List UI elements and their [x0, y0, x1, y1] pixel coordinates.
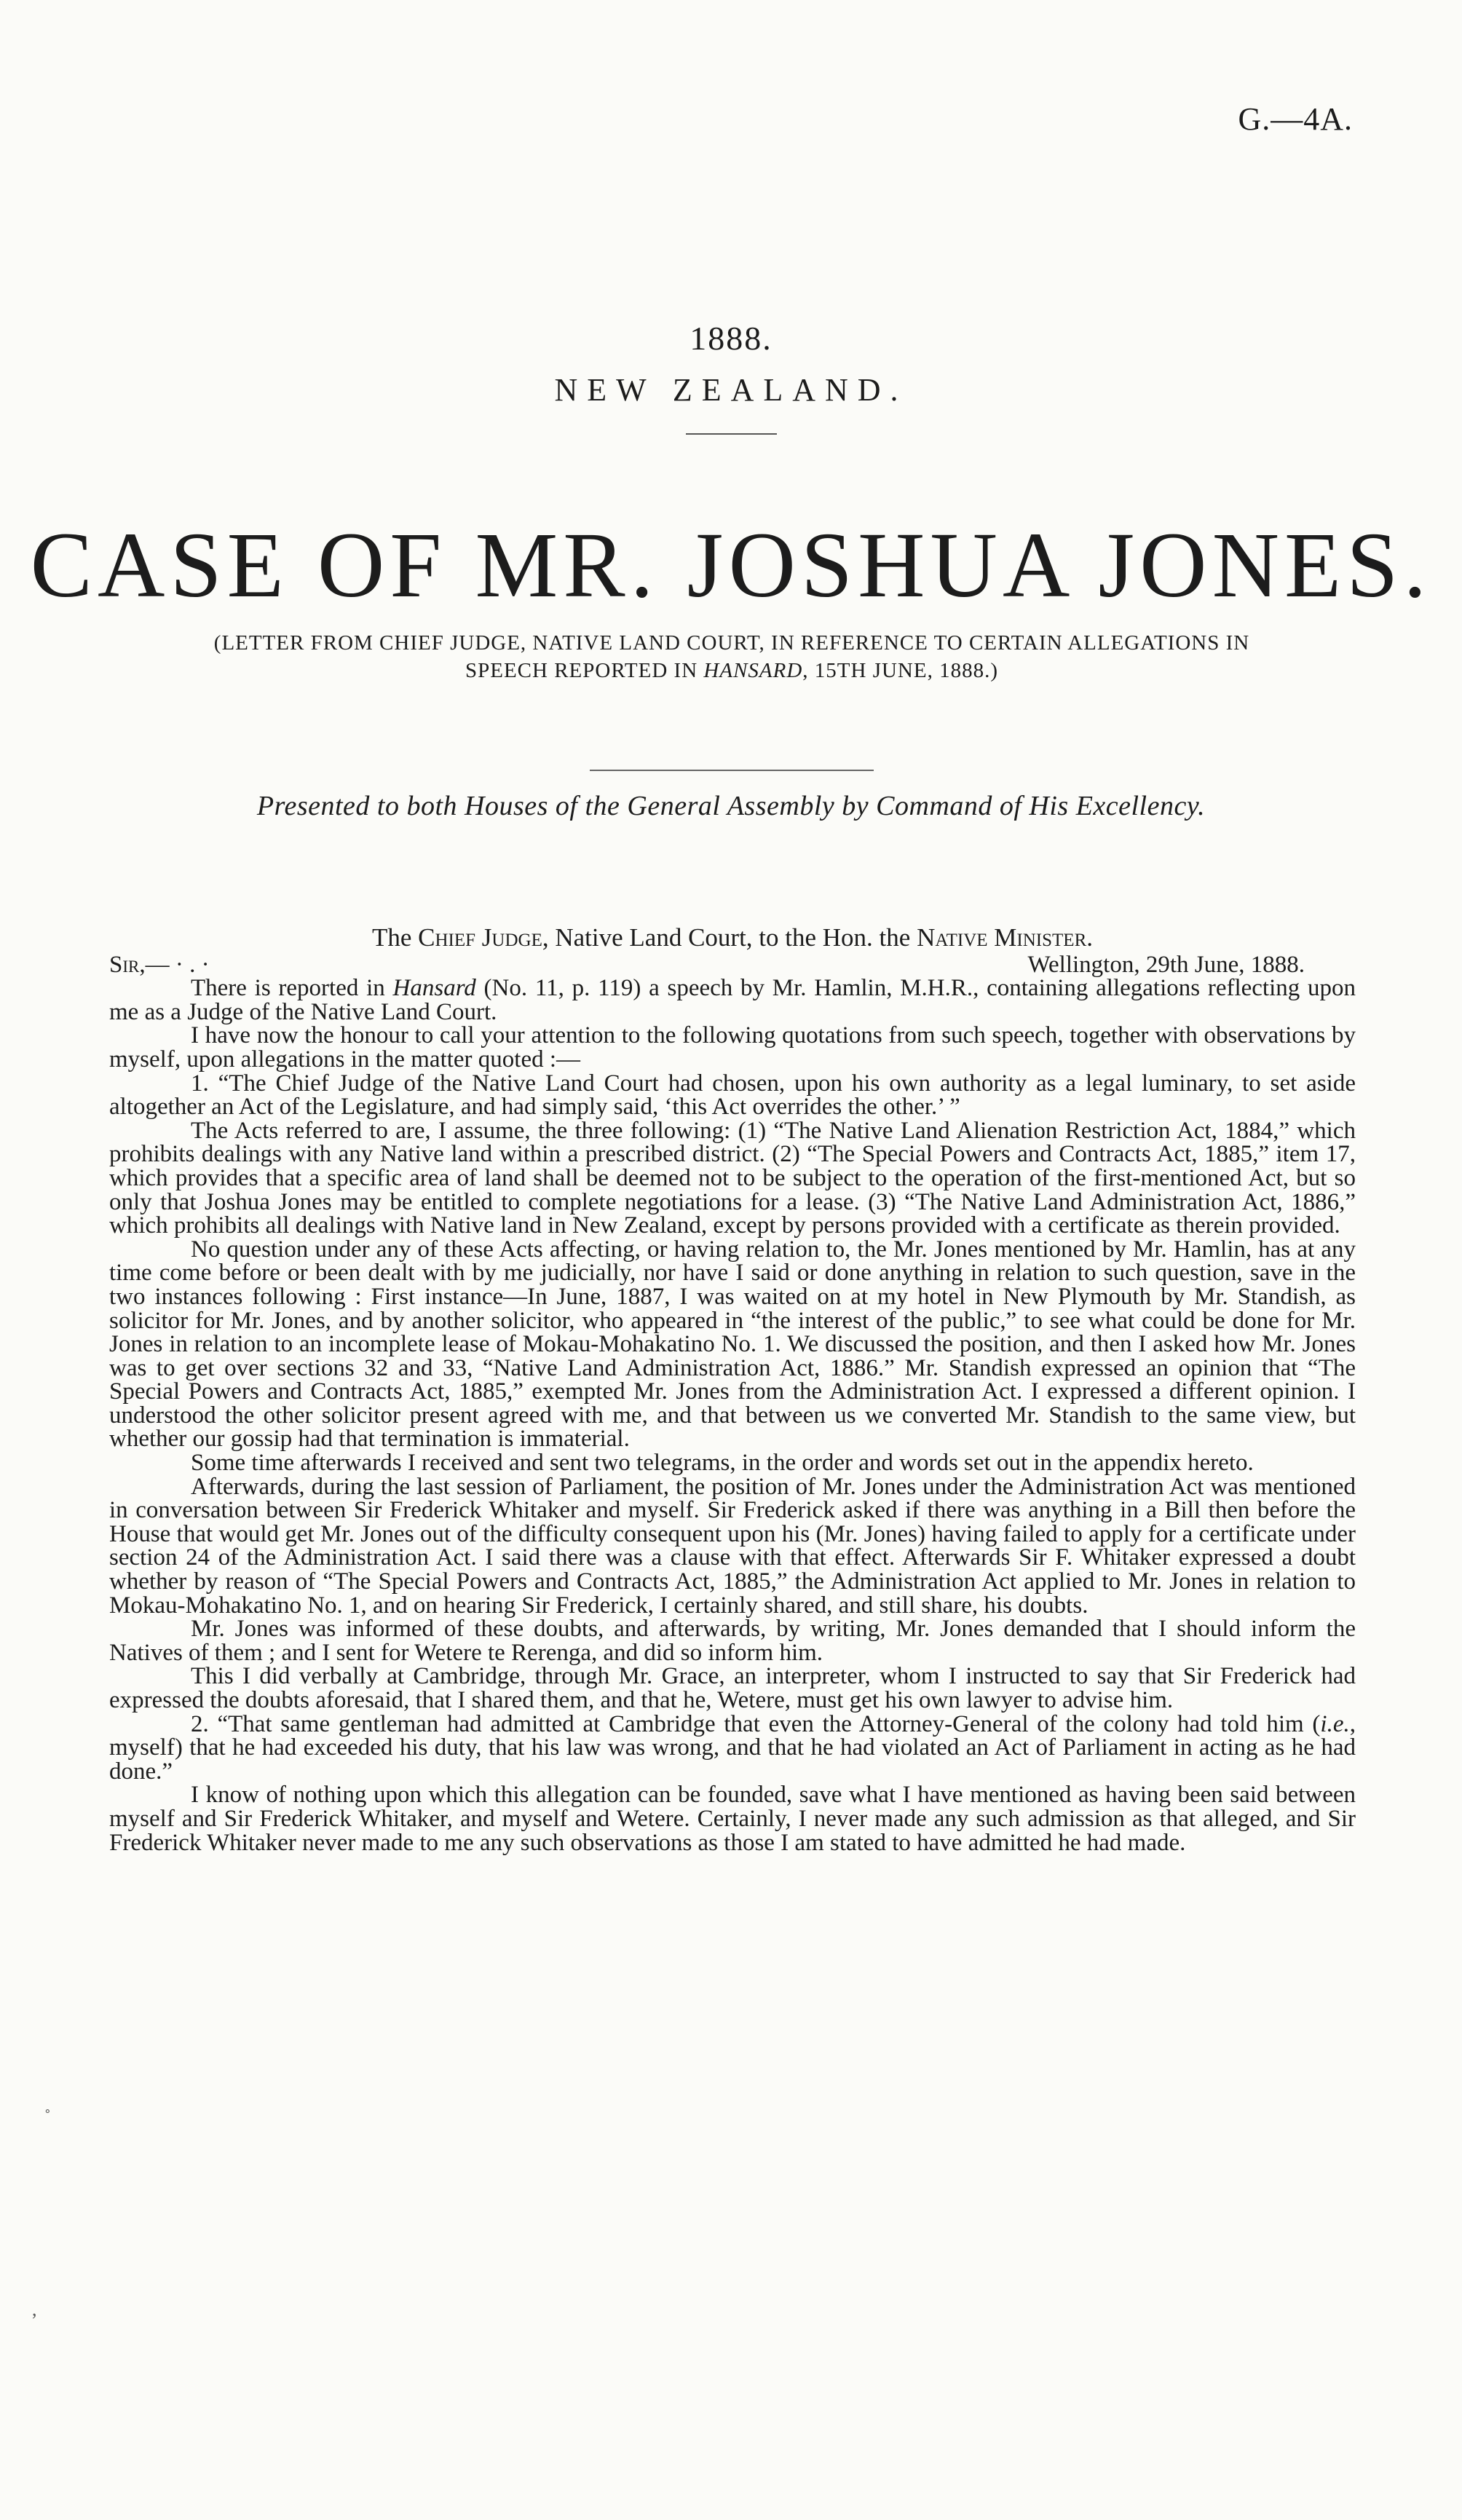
subtitle-text-2: , 15TH JUNE, 1888.) — [802, 659, 998, 682]
paragraph — [109, 1710, 1356, 1785]
divider-long — [590, 770, 874, 771]
p10-ie: i.e. — [1320, 1710, 1350, 1737]
paragraph — [109, 976, 1356, 1024]
paragraph: No question under any of these Acts affecting, or having relation to, the Mr. Jones mentioned by Mr. Hamlin, has at any time come before or been dealt with by me judicially, nor have I said or done anything in relation to such question, save in the two instances following : First instance—In June, 1887, I was waited on at my hotel in New Plymouth by Mr. Standish, as solicitor for Mr. Jones, and by another solicitor, who appeared in “the interest of the public,” to see what could be done for Mr. Jones in relation to an incomplete lease of Mokau-Mohakatino No. 1. We discussed the position, and then I asked how Mr. Jones was to get over sections 32 and 33, “Native Land Administration Act, 1886.” Mr. Standish expressed an opinion that “The Special Powers and Contracts Act, 1885,” exempted Mr. Jones from the Administration Act. I expressed a different opinion. I understood the other solicitor present agreed with me, and that between us we converted Mr. Standish to the same view, but whether our gossip had that termination is immaterial. — [109, 1236, 1356, 1453]
heading-end: . — [1086, 923, 1093, 952]
paragraph: Some time afterwards I received and sent two telegrams, in the order and words set out in the appendix hereto. — [191, 1450, 1254, 1477]
heading-from: Chief Judge — [418, 923, 542, 952]
document-title: CASE OF MR. JOSHUA JONES. — [30, 513, 1432, 617]
heading-to: Native Minister — [917, 923, 1087, 952]
paragraph: Mr. Jones was informed of these doubts, and afterwards, by writing, Mr. Jones demanded that I should inform the Natives of them ; and I sent for Wetere te Rerenga, and did so inform him. — [109, 1616, 1356, 1666]
paragraph: 1. “The Chief Judge of the Native Land Court had chosen, upon his own authority as a legal luminary, to set aside altogether an Act of the Legislature, and had simply said, ‘this Act overrides the other.’ ” — [109, 1070, 1356, 1121]
page-reference: G.—4A. — [1238, 101, 1353, 137]
heading-prefix: The — [371, 923, 419, 952]
paragraph: Afterwards, during the last session of Parliament, the position of Mr. Jones under the Administration Act was mentioned in conversation between Sir Frederick Whitaker and myself. Sir Frederick asked if there was anything in a Bill then before the House that would get Mr. Jones out of the difficulty consequent upon his (Mr. Jones) having failed to apply for a certificate under section 24 of the Administration Act. I said there was a clause with that effect. Afterwards Sir F. Whitaker expressed a doubt whether by reason of “The Special Powers and Contracts Act, 1885,” the Administration Act applied to Mr. Jones in relation to Mokau-Mohakatino No. 1, and on hearing Sir Frederick, I certainly shared, and still share, his doubts. — [109, 1473, 1356, 1619]
p1-text-b: (No. 11, p. 119) a speech by Mr. Hamlin, M.H.R., containing allegations reflecting upon me as a Judge of the Native Land Court. — [109, 975, 1356, 1025]
salutation-line — [109, 953, 1356, 977]
letter-body — [109, 923, 1356, 1856]
paragraph: The Acts referred to are, I assume, the three following: (1) “The Native Land Alienation Restriction Act, 1884,” which prohibits dealings with any Native land within a prescribed district. (2) “The Special Powers and Contracts Act, 1885,” item 17, which provides that a specific area of land shall be deemed not to be subject to the operation of the first-mentioned Act, but so only that Joshua Jones may be entitled to complete negotiations for a lease. (3) “The Native Land Administration Act, 1886,” which prohibits all dealings with Native land in New Zealand, except by persons provided with a certificate as therein provided. — [109, 1117, 1356, 1239]
divider-short — [686, 433, 777, 435]
salutation: Sir,— · . · — [109, 951, 210, 978]
margin-mark: ˚ — [44, 2106, 51, 2128]
p10-text-b: , myself) that he had exceeded his duty, that his law was wrong, and that he had violated an Act of Parliament in acting as he had done.” — [109, 1710, 1356, 1785]
paragraph: I have now the honour to call your attention to the following quotations from such speech, together with observations by myself, upon allegations in the matter quoted :— — [109, 1022, 1356, 1073]
country-heading: NEW ZEALAND. — [554, 372, 908, 408]
p10-text-a: 2. “That same gentleman had admitted at Cambridge that even the Attorney-General of the colony had told him ( — [191, 1710, 1321, 1737]
p1-hansard: Hansard — [392, 975, 476, 1002]
presented-line: Presented to both Houses of the General Assembly by Command of His Excellency. — [256, 791, 1206, 821]
paragraph: This I did verbally at Cambridge, through Mr. Grace, an interpreter, whom I instructed to say that Sir Frederick had expressed the doubts aforesaid, that I shared them, and that he, Wetere, must get his own lawyer to advise him. — [109, 1663, 1356, 1713]
letter-heading — [109, 923, 1356, 952]
paragraph: I know of nothing upon which this allegation can be founded, save what I have mentioned as having been said between myself and Sir Frederick Whitaker, and myself and Wetere. Certainly, I never made any such admission as that alleged, and Sir Frederick Whitaker never made to me any such observations as those I am stated to have admitted he had made. — [109, 1782, 1356, 1856]
document-subtitle — [175, 629, 1289, 684]
place-date: Wellington, 29th June, 1888. — [1027, 951, 1305, 978]
subtitle-hansard: HANSARD — [703, 659, 803, 682]
heading-mid: , Native Land Court, to the Hon. the — [542, 923, 917, 952]
document-year: 1888. — [689, 320, 773, 357]
p1-text-a: There is reported in — [191, 975, 393, 1002]
subtitle-text-1: (LETTER FROM CHIEF JUDGE, NATIVE LAND COURT, IN REFERENCE TO CERTAIN ALLEGATIONS IN SPEECH REPORTED IN — [213, 631, 1250, 682]
margin-mark: , — [32, 2299, 37, 2320]
